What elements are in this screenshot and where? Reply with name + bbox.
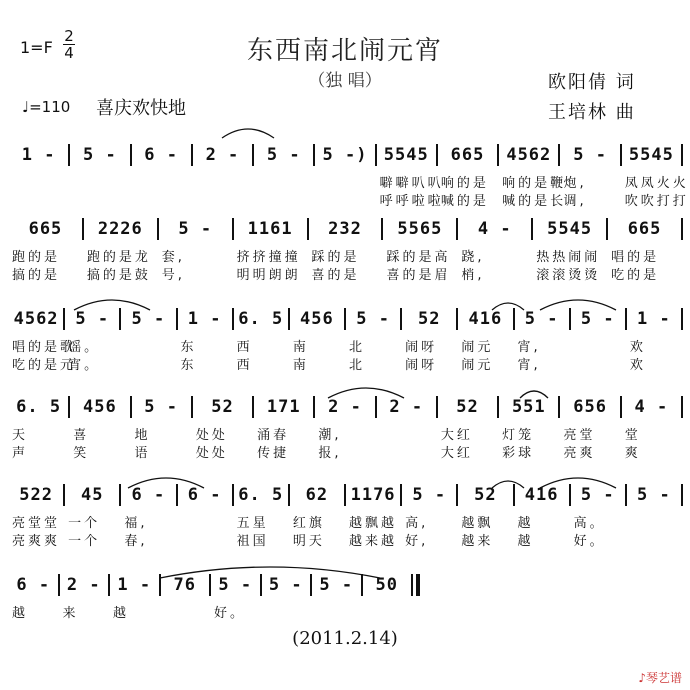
music-logo-icon: ♪ (638, 671, 646, 685)
measure: 232 (328, 219, 362, 239)
lyric-verse-2: 梢, (461, 268, 485, 283)
tempo-marking (22, 98, 70, 116)
lyric-verse-2: 调, (563, 194, 587, 209)
lyric-verse-1: 好。 (214, 606, 247, 621)
measure: 6. 5 (238, 485, 284, 505)
lyric-verse-1: 红旗 (292, 516, 325, 531)
expression-marking: 喜庆欢快地 (96, 98, 186, 119)
lyric-verse-2: 明明朗朗 (236, 268, 301, 283)
lyric-verse-1: 炮, (563, 176, 587, 191)
lyric-verse-1: 越飘 (461, 516, 494, 531)
lyric-verse-2: 东 (180, 358, 197, 373)
measure: 52 (417, 309, 441, 329)
lyric-verse-1: 北 (349, 340, 366, 355)
lyric-verse-2: 闹呀 (405, 358, 438, 373)
tempo-value: =110 (29, 98, 71, 116)
lyric-verse-1: 大红 (440, 428, 473, 443)
measure: 1161 (247, 219, 293, 239)
measure: 456 (300, 309, 334, 329)
lyric-verse-1: 噼噼叭叭 (379, 176, 444, 191)
lyric-verse-2: 西 (236, 358, 253, 373)
lyric-verse-1: 西 (236, 340, 253, 355)
meter-top: 2 (64, 27, 74, 45)
measure: 52 (211, 397, 234, 417)
lyric-verse-1: 越 (517, 516, 534, 531)
measure: 665 (450, 145, 485, 165)
measure: 5 - (524, 309, 559, 329)
lyric-verse-2: 处处 (195, 446, 228, 461)
lyric-verse-2: 语 (134, 446, 151, 461)
lyric-verse-2: 春, (124, 534, 148, 549)
lyric-verse-1: 热热闹闹 (536, 250, 601, 265)
lyric-verse-1: 南 (292, 340, 309, 355)
lyric-verse-2: 喜的是 (311, 268, 360, 283)
composition-date: (2011.2.14) (292, 628, 398, 649)
measure: 5565 (397, 219, 443, 239)
measure: 551 (511, 397, 546, 417)
measure: 5 - (266, 145, 301, 165)
lyric-verse-2: 声 (12, 446, 29, 461)
lyric-verse-1: 谣。 (68, 340, 101, 355)
lyric-verse-2: 好, (405, 534, 429, 549)
final-barline (416, 574, 420, 596)
measure: 4562 (506, 145, 552, 165)
measure: 1 - (117, 575, 152, 595)
measure: 1 - (21, 145, 56, 165)
measure: 6. 5 (238, 309, 284, 329)
measure: 76 (173, 575, 196, 595)
measure: 5 - (319, 575, 354, 595)
lyric-verse-1: 跑的是龙 (86, 250, 151, 265)
lyric-verse-2: 搞的是鼓 (86, 268, 151, 283)
lyric-verse-2: 滚滚烫烫 (536, 268, 601, 283)
measure: 5 -) (322, 145, 368, 165)
lyric-verse-1: 来 (62, 606, 79, 621)
song-title: 东西南北闹元宵 (246, 36, 443, 66)
measure: 52 (456, 397, 479, 417)
lyric-verse-1: 堂 (624, 428, 641, 443)
measure: 6 - (16, 575, 51, 595)
lyric-verse-2: 爽 (624, 446, 641, 461)
measure: 5 - (412, 485, 447, 505)
barline (681, 218, 683, 240)
lyric-verse-1: 宵, (517, 340, 541, 355)
barline (681, 484, 683, 506)
measure: 456 (83, 397, 117, 417)
measure: 2 - (389, 397, 424, 417)
lyric-verse-1: 闹元 (461, 340, 494, 355)
lyric-verse-1: 越 (113, 606, 130, 621)
meter-bottom: 4 (64, 44, 74, 62)
lyric-verse-1: 跷, (461, 250, 485, 265)
lyric-verse-2: 吃的是 (611, 268, 660, 283)
lyric-verse-1: 喜 (73, 428, 90, 443)
measure: 2226 (97, 219, 143, 239)
lyricist-credit: 欧阳倩 词 (548, 72, 636, 93)
lyric-verse-1: 踩的是高 (386, 250, 451, 265)
lyric-verse-1: 响的是 (440, 176, 489, 191)
lyric-verse-2: 祖国 (236, 534, 269, 549)
lyric-verse-2: 吃的是元 (12, 358, 77, 373)
lyric-verse-1: 地 (134, 428, 151, 443)
watermark-text: 琴艺谱 (645, 671, 682, 685)
measure: 416 (524, 485, 559, 505)
lyric-verse-2: 宵, (517, 358, 541, 373)
measure: 5 - (83, 145, 117, 165)
lyric-verse-1: 欢 (629, 340, 646, 355)
lyric-verse-1: 五星 (236, 516, 269, 531)
measure: 52 (474, 485, 497, 505)
measure: 6 - (131, 485, 166, 505)
lyric-verse-1: 跑的是 (12, 250, 61, 265)
barline (681, 396, 683, 418)
lyric-verse-2: 宵。 (68, 358, 101, 373)
lyric-verse-1: 潮, (318, 428, 342, 443)
lyric-verse-2: 一个 (68, 534, 101, 549)
lyric-verse-2: 搞的是 (12, 268, 61, 283)
lyric-verse-1: 天 (12, 428, 29, 443)
measure: 1 - (637, 309, 671, 329)
time-signature (62, 28, 76, 61)
lyric-verse-2: 亮爽 (563, 446, 596, 461)
measure: 6 - (144, 145, 179, 165)
lyric-verse-1: 高, (405, 516, 429, 531)
lyric-verse-1: 唱的是 (611, 250, 660, 265)
measure: 665 (28, 219, 63, 239)
measure: 6. 5 (16, 397, 62, 417)
measure: 5 - (178, 219, 213, 239)
measure: 5 - (268, 575, 303, 595)
measure: 5 - (580, 309, 615, 329)
measure: 5 - (131, 309, 166, 329)
measure: 4 - (477, 219, 512, 239)
lyric-verse-2: 欢 (629, 358, 646, 373)
measure: 1176 (350, 485, 396, 505)
lyric-verse-2: 吹吹打打 (624, 194, 689, 209)
measure: 5 - (144, 397, 179, 417)
watermark-logo (638, 669, 682, 686)
measure: 656 (573, 397, 607, 417)
lyric-verse-2: 呼呼啦啦 (379, 194, 444, 209)
lyric-verse-1: 涌春 (257, 428, 290, 443)
lyric-verse-1: 灯笼 (502, 428, 535, 443)
key-signature: 1=F (20, 38, 53, 57)
measure: 665 (627, 219, 662, 239)
measure: 62 (305, 485, 329, 505)
composer-credit: 王培林 曲 (548, 102, 636, 123)
lyric-verse-1: 响的是鞭 (502, 176, 567, 191)
lyric-verse-2: 号, (161, 268, 185, 283)
lyric-verse-2: 越来 (461, 534, 494, 549)
lyric-verse-2: 喊的是 (440, 194, 489, 209)
lyric-verse-2: 南 (292, 358, 309, 373)
lyric-verse-1: 高。 (573, 516, 606, 531)
lyric-verse-1: 凤凤火火 (624, 176, 689, 191)
lyric-verse-2: 北 (349, 358, 366, 373)
lyric-verse-2: 明天 (292, 534, 325, 549)
lyric-verse-1: 一个 (68, 516, 101, 531)
lyric-verse-1: 闹呀 (405, 340, 438, 355)
measure: 416 (468, 309, 503, 329)
measure: 45 (80, 485, 104, 505)
measure: 5 - (580, 485, 615, 505)
lyric-verse-1: 挤挤撞撞 (236, 250, 301, 265)
measure: 5545 (628, 145, 674, 165)
lyric-verse-2: 彩球 (502, 446, 535, 461)
lyric-verse-2: 喊的是长 (502, 194, 567, 209)
measure: 2 - (328, 397, 362, 417)
song-subtitle: （独 唱） (308, 71, 382, 91)
measure: 1 - (187, 309, 222, 329)
measure: 2 - (66, 575, 101, 595)
lyric-verse-2: 报, (318, 446, 342, 461)
slur (222, 129, 274, 138)
lyric-verse-2: 大红 (440, 446, 473, 461)
quarter-note-icon: ♩ (22, 98, 30, 116)
measure: 5 - (637, 485, 671, 505)
lyric-verse-1: 越飘越 (349, 516, 398, 531)
measure: 6 - (187, 485, 222, 505)
lyric-verse-1: 东 (180, 340, 197, 355)
lyric-verse-2: 笑 (73, 446, 90, 461)
measure: 5 - (356, 309, 390, 329)
lyric-verse-2: 传捷 (257, 446, 290, 461)
lyric-verse-2: 好。 (573, 534, 606, 549)
lyric-verse-1: 越 (12, 606, 29, 621)
lyric-verse-1: 福, (124, 516, 148, 531)
measure: 4562 (13, 309, 59, 329)
lyric-verse-1: 踩的是 (311, 250, 360, 265)
lyric-verse-2: 亮爽爽 (12, 534, 61, 549)
measure: 522 (19, 485, 53, 505)
measure: 50 (375, 575, 398, 595)
measure: 5 - (75, 309, 110, 329)
measure: 5 - (573, 145, 607, 165)
lyric-verse-2: 越来越 (349, 534, 398, 549)
lyric-verse-1: 处处 (195, 428, 228, 443)
measure: 171 (266, 397, 301, 417)
lyric-verse-2: 喜的是眉 (386, 268, 451, 283)
lyric-verse-2: 闹元 (461, 358, 494, 373)
measure: 4 - (634, 397, 669, 417)
measure: 2 - (205, 145, 240, 165)
lyric-verse-1: 唱的是歌 (12, 340, 77, 355)
measure: 5545 (547, 219, 593, 239)
measure: 5 - (218, 575, 253, 595)
barline (681, 144, 683, 166)
measure: 5545 (383, 145, 429, 165)
lyric-verse-2: 越 (517, 534, 534, 549)
lyric-verse-1: 亮堂 (563, 428, 596, 443)
lyric-verse-1: 亮堂堂 (12, 516, 61, 531)
barline (681, 308, 683, 330)
lyric-verse-1: 套, (161, 250, 185, 265)
barline (411, 574, 413, 596)
